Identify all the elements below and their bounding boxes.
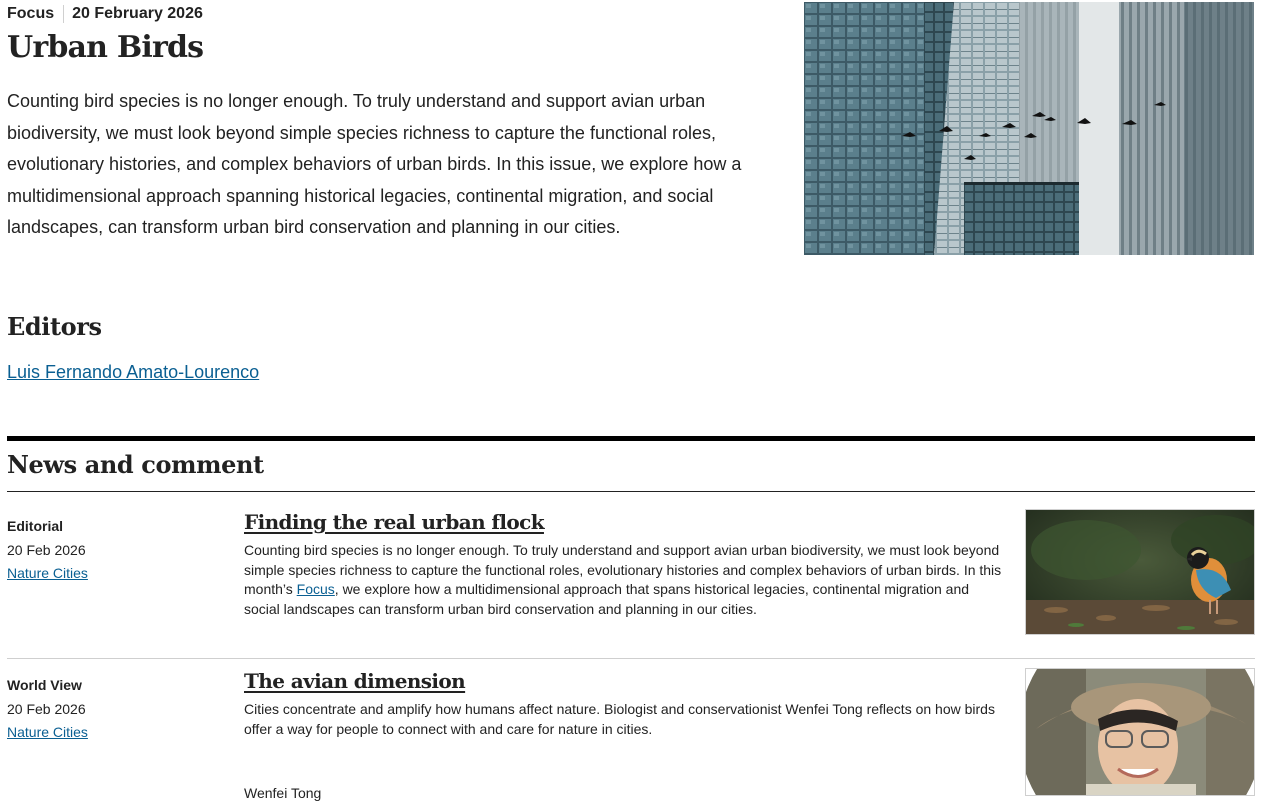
article-thumbnail-bird bbox=[1025, 509, 1255, 635]
summary-text: , we explore how a multidimensional approach that spans historical legacies, continental migration and social landscapes can transform urban bird conservation and planning in our cities. bbox=[244, 581, 970, 617]
author-portrait-thumbnail bbox=[1025, 668, 1255, 796]
article-type: World View bbox=[7, 677, 82, 693]
article-summary: Cities concentrate and amplify how humans affect nature. Biologist and conservationist Wenfei Tong reflects on how birds offer a way for people to connect with and care for nature in cities. bbox=[244, 701, 995, 737]
intro-paragraph: Counting bird species is no longer enough. To truly understand and support avian urban biodiversity, we must look beyond simple species richness to capture the functional roles, evolutionary histories, and complex behaviors of urban birds. In this issue, we explore how a multidimensional approach spanning historical legacies, continental migration, and social landscapes, can transform urban bird conservation and planning in our cities. bbox=[7, 91, 742, 238]
journal-link[interactable]: Nature Cities bbox=[7, 724, 88, 740]
focus-inline-link[interactable]: Focus bbox=[296, 581, 335, 597]
article-title-link[interactable]: Finding the real urban flock bbox=[244, 510, 544, 534]
article-type-label: Focus bbox=[7, 5, 64, 23]
article-card bbox=[7, 669, 1255, 811]
article-title-link[interactable]: The avian dimension bbox=[244, 669, 466, 693]
article-type: Editorial bbox=[7, 518, 64, 534]
editor-name-link[interactable]: Luis Fernando Amato-Lourenco bbox=[7, 362, 260, 382]
article-author: Wenfei Tong bbox=[244, 785, 322, 801]
article-card bbox=[7, 510, 1255, 648]
article-date: 20 Feb 2026 bbox=[7, 542, 86, 558]
article-divider bbox=[7, 658, 1255, 659]
publication-date: 20 February 2026 bbox=[72, 5, 203, 22]
section-heading-rule bbox=[7, 491, 1255, 492]
summary-text: Counting bird species is no longer enough. To truly understand and support avian urban biodiversity, we must look beyond simple species richness to capture the functional roles, evolutionary histories and complex behaviors of urban birds. In this month’s bbox=[244, 542, 1002, 597]
hero-image-skyscraper-birds bbox=[804, 2, 1254, 255]
article-meta bbox=[7, 4, 203, 24]
section-divider bbox=[7, 436, 1255, 441]
journal-link[interactable]: Nature Cities bbox=[7, 565, 88, 581]
article-date: 20 Feb 2026 bbox=[7, 701, 86, 717]
news-and-comment-heading: News and comment bbox=[7, 450, 264, 479]
editors-heading: Editors bbox=[7, 312, 102, 341]
page-title: Urban Birds bbox=[7, 30, 204, 65]
article-summary bbox=[244, 541, 1004, 619]
